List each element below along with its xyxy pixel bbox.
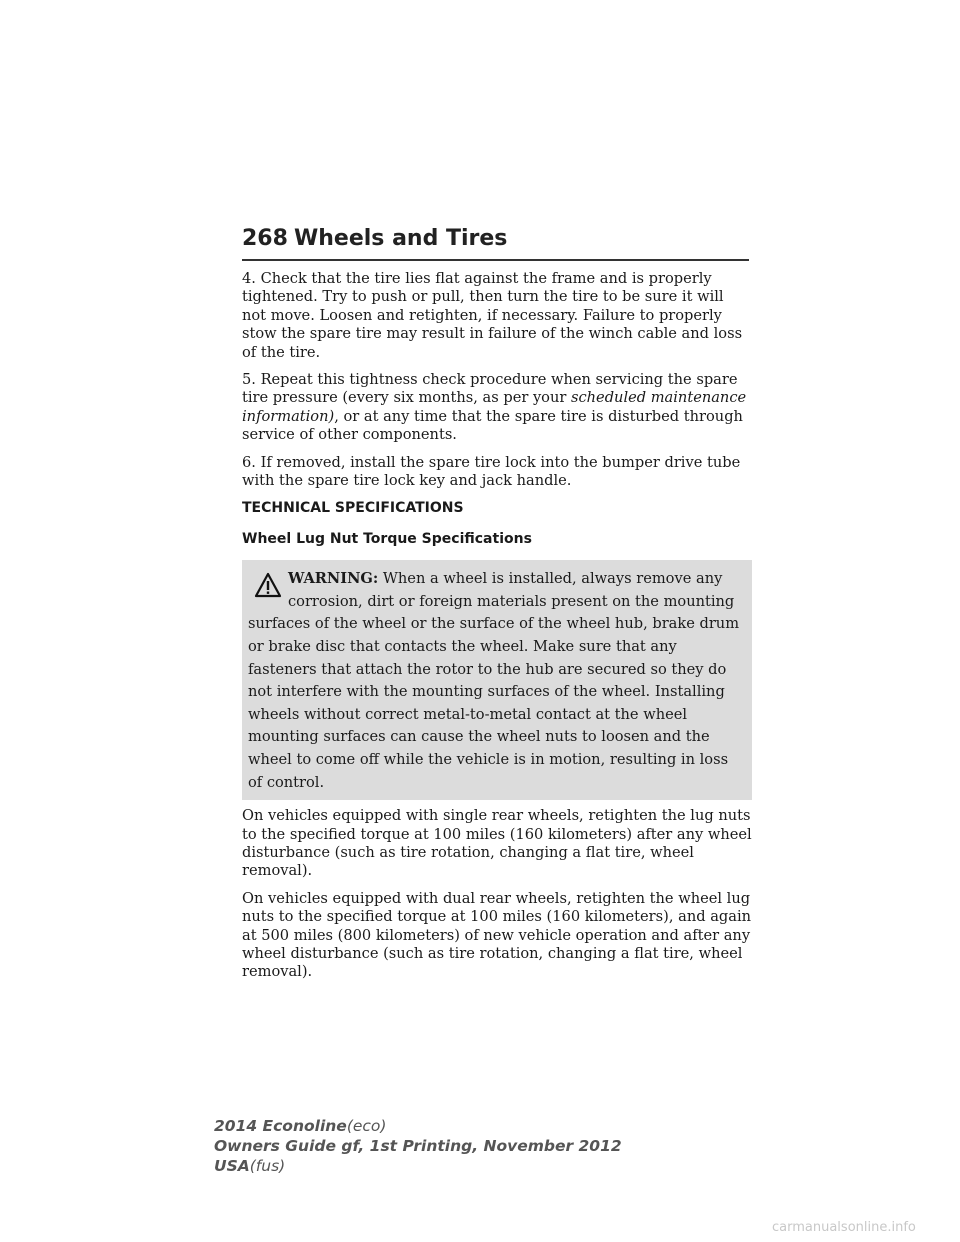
warning-triangle-icon xyxy=(254,572,282,598)
warning-lead xyxy=(248,568,746,613)
page-number: 268 xyxy=(242,226,288,251)
footer-line-3 xyxy=(214,1156,622,1176)
scheduled-maintenance-reference: scheduled maintenance information) xyxy=(242,389,747,425)
warning-text: surfaces of the wheel or the surface of the wheel hub, brake drum or brake disc that contacts the wheel. Make sure that any fasteners that attach the rotor to the hub are secured so they do not interfere with the mounting surfaces of the wheel. Installing wheels without correct metal-to-metal contact at the wheel mounting surfaces can cause the wheel nuts to loosen and the wheel to come off while the vehicle is in motion, resulting in loss of control. xyxy=(248,615,740,791)
step-5-text-b: , or at any time that the spare tire is disturbed through service of other components. xyxy=(242,407,743,444)
print-footer xyxy=(214,1116,622,1176)
warning-label: WARNING: xyxy=(288,570,379,588)
dual-rear-wheels-paragraph: On vehicles equipped with dual rear wheels, retighten the wheel lug nuts to the specified torque at 100 miles (160 kilometers), and again at 500 miles (800 kilometers) of new vehicle operation and after any wheel disturbance (such as tire rotation, changing a flat tire, wheel removal). xyxy=(242,889,752,981)
step-5-text-a: 5. Repeat this tightness check procedure when servicing the spare tire pressure (every six months, as per your xyxy=(242,371,738,407)
warning-lead-text: When a wheel is installed, always remove any corrosion, dirt or foreign materials present on the mounting xyxy=(288,570,735,610)
page-body xyxy=(242,270,752,991)
torque-specifications-heading: Wheel Lug Nut Torque Specifications xyxy=(242,530,532,547)
step-6-paragraph: 6. If removed, install the spare tire lock into the bumper drive tube with the spare tire lock key and jack handle. xyxy=(242,453,741,490)
footer-line-1 xyxy=(214,1116,622,1136)
single-rear-wheels-paragraph: On vehicles equipped with single rear wheels, retighten the lug nuts to the specified torque at 100 miles (160 kilometers) after any wheel disturbance (such as tire rotation, changing a flat tire, wheel removal). xyxy=(242,807,752,880)
header-rule xyxy=(242,259,749,261)
footer-model: 2014 Econoline xyxy=(214,1117,347,1135)
footer-region: USA xyxy=(214,1157,250,1175)
technical-specifications-heading: TECHNICAL SPECIFICATIONS xyxy=(242,500,464,517)
footer-region-code: (fus) xyxy=(249,1157,286,1175)
step-4-paragraph: 4. Check that the tire lies flat against the frame and is properly tightened. Try to push or pull, then turn the tire to be sure it will not move. Loosen and retighten, if necessary. Failure to properly stow the spare tire may result in failure of the winch cable and loss of the tire. xyxy=(242,270,743,361)
footer-model-code: (eco) xyxy=(346,1117,387,1135)
footer-line-2: Owners Guide gf, 1st Printing, November 2012 xyxy=(214,1137,622,1155)
warning-box xyxy=(242,560,752,800)
step-5-paragraph xyxy=(242,371,752,445)
watermark: carmanualsonline.info xyxy=(772,1220,916,1235)
section-title: Wheels and Tires xyxy=(294,226,508,251)
